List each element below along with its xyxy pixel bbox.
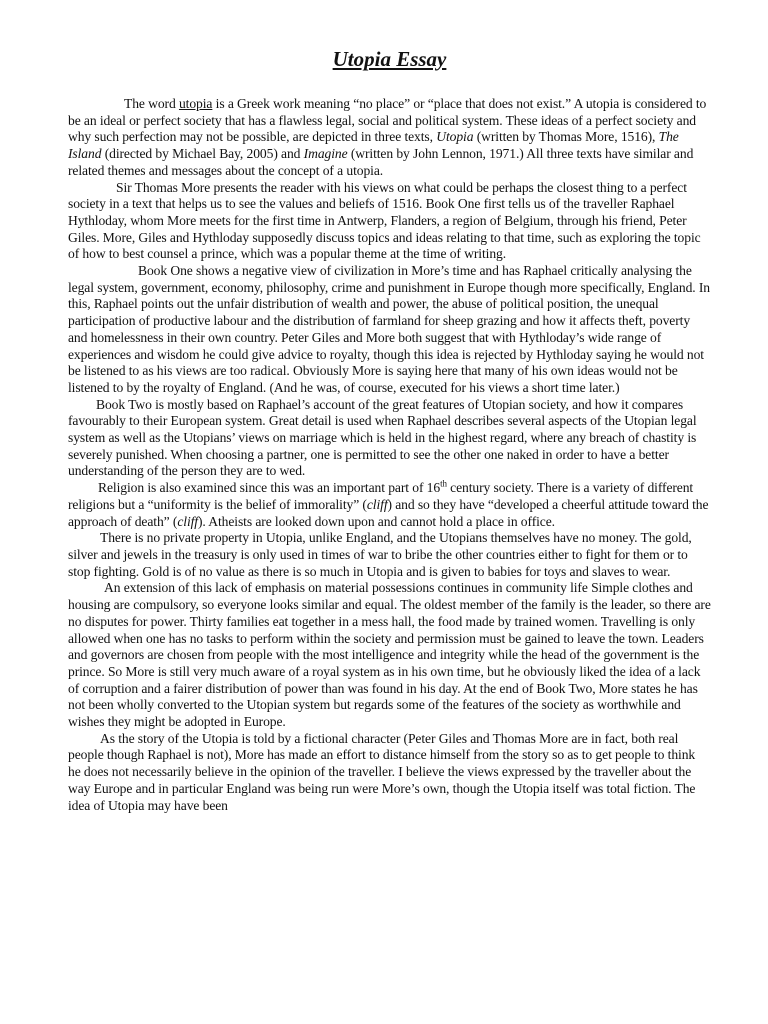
paragraph-7: An extension of this lack of emphasis on material possessions continues in community life Simple clothes and housing are compulsory, so everyone looks similar and equal. The oldest member of the family is the leader, so there are no disputes for power. Thirty families eat together in a mess hall, the food made by trained women. Travelling is only allowed when one has no tasks to perform within the society and permission must be gained to leave the town. Leaders and governors are chosen from people with the most intelligence and integrity while the head of the government is the prince. So More is still very much aware of a royal system as in his own time, but he obviously liked the idea of a lack of corruption and a fairer distribution of power than was found in his day. At the end of Book Two, More states he has not been wholly converted to the Utopian system but regards some of the features of the society as worthwhile and wishes they might be adopted in Europe. [68,580,711,730]
paragraph-6: There is no private property in Utopia, unlike England, and the Utopians themselves have no money. The gold, silver and jewels in the treasury is only used in times of war to bribe the other countries either to fight for them or to stop fighting. Gold is of no value as there is so much in Utopia and is given to babies for toys and slaves to wear. [68,530,692,579]
paragraph-3: Book One shows a negative view of civilization in More’s time and has Raphael critically analysing the legal system, government, economy, philosophy, crime and punishment in Europe though more specifically, England. In this, Raphael points out the unfair distribution of wealth and power, the abuse of political position, the unequal participation of productive labour and the distribution of farmland for sheep grazing and how it affects theft, poverty and homelessness in their own country. Peter Giles and More both suggest that with Hythloday’s wide range of experiences and wisdom he could give advice to royalty, though this idea is rejected by Hythloday saying he would not be listened to as his views are too radical. Obviously More is saying here that many of his own ideas would not be listened to by the royalty of England. (And he was, of course, executed for his views a short time later.) [68,263,710,395]
citation-cliff: cliff [366,496,388,512]
title-the-island: The Island [68,129,679,162]
paragraph-2: Sir Thomas More presents the reader with his views on what could be perhaps the closest thing to a perfect society in a text that helps us to see the values and beliefs of 1516. Book One first tells us of the traveller Raphael Hythloday, whom More meets for the first time in Antwerp, Flanders, a region of Belgium, through his friend, Peter Giles. More, Giles and Hythloday supposedly discuss topics and ideas relating to that time, such as exploring the topic of how to best counsel a prince, which was a popular theme at the time of writing. [68,179,701,262]
title-imagine: Imagine [303,146,348,162]
paragraph-8: As the story of the Utopia is told by a fictional character (Peter Giles and Thomas More are in fact, both real people though Raphael is not), More has made an effort to distance himself from the story so as to get people to think he does not necessarily believe in the opinion of the traveller. I believe the views expressed by the traveller about the way Europe and in particular England was being run were More’s own, though the Utopia itself was total fiction. The idea of Utopia may have been [68,730,696,813]
paragraph-5: Religion is also examined since this was an important part of 16th century society. There is a variety of different religions but a “uniformity is the belief of immorality” (cliff) and so they have “developed a cheerful attitude toward the approach of death” (cliff). Atheists are looked down upon and cannot hold a place in office. [68,478,709,529]
essay-title: Utopia Essay [332,47,447,71]
paragraph-1: The word utopia is a Greek work meaning “no place” or “place that does not exist.” A utopia is considered to be an ideal or perfect society that has a flawless legal, social and political system. These ideas of a perfect society and why such perfection may not be possible, are depicted in three texts, Utopia (written by Thomas More, 1516), The Island (directed by Michael Bay, 2005) and Imagine (written by John Lennon, 1971.) All three texts have similar and related themes and messages about the concept of a utopia. [68,96,707,178]
essay-body [68,96,711,814]
utopia-term: utopia [178,96,213,111]
citation-cliff: cliff [177,513,198,529]
superscript-th: th [440,478,447,489]
paragraph-4: Book Two is mostly based on Raphael’s account of the great features of Utopian society, and how it compares favourably to their European system. Great detail is used when Raphael describes several aspects of the Utopian legal system as well as the Utopians’ views on marriage which is held in the highest regard, where any breach of chastity is severely punished. When choosing a partner, one is permitted to see the other one naked in order to have a better understanding of the person they are to wed. [68,396,697,479]
title-utopia: Utopia [436,129,474,145]
document-page [68,44,711,814]
